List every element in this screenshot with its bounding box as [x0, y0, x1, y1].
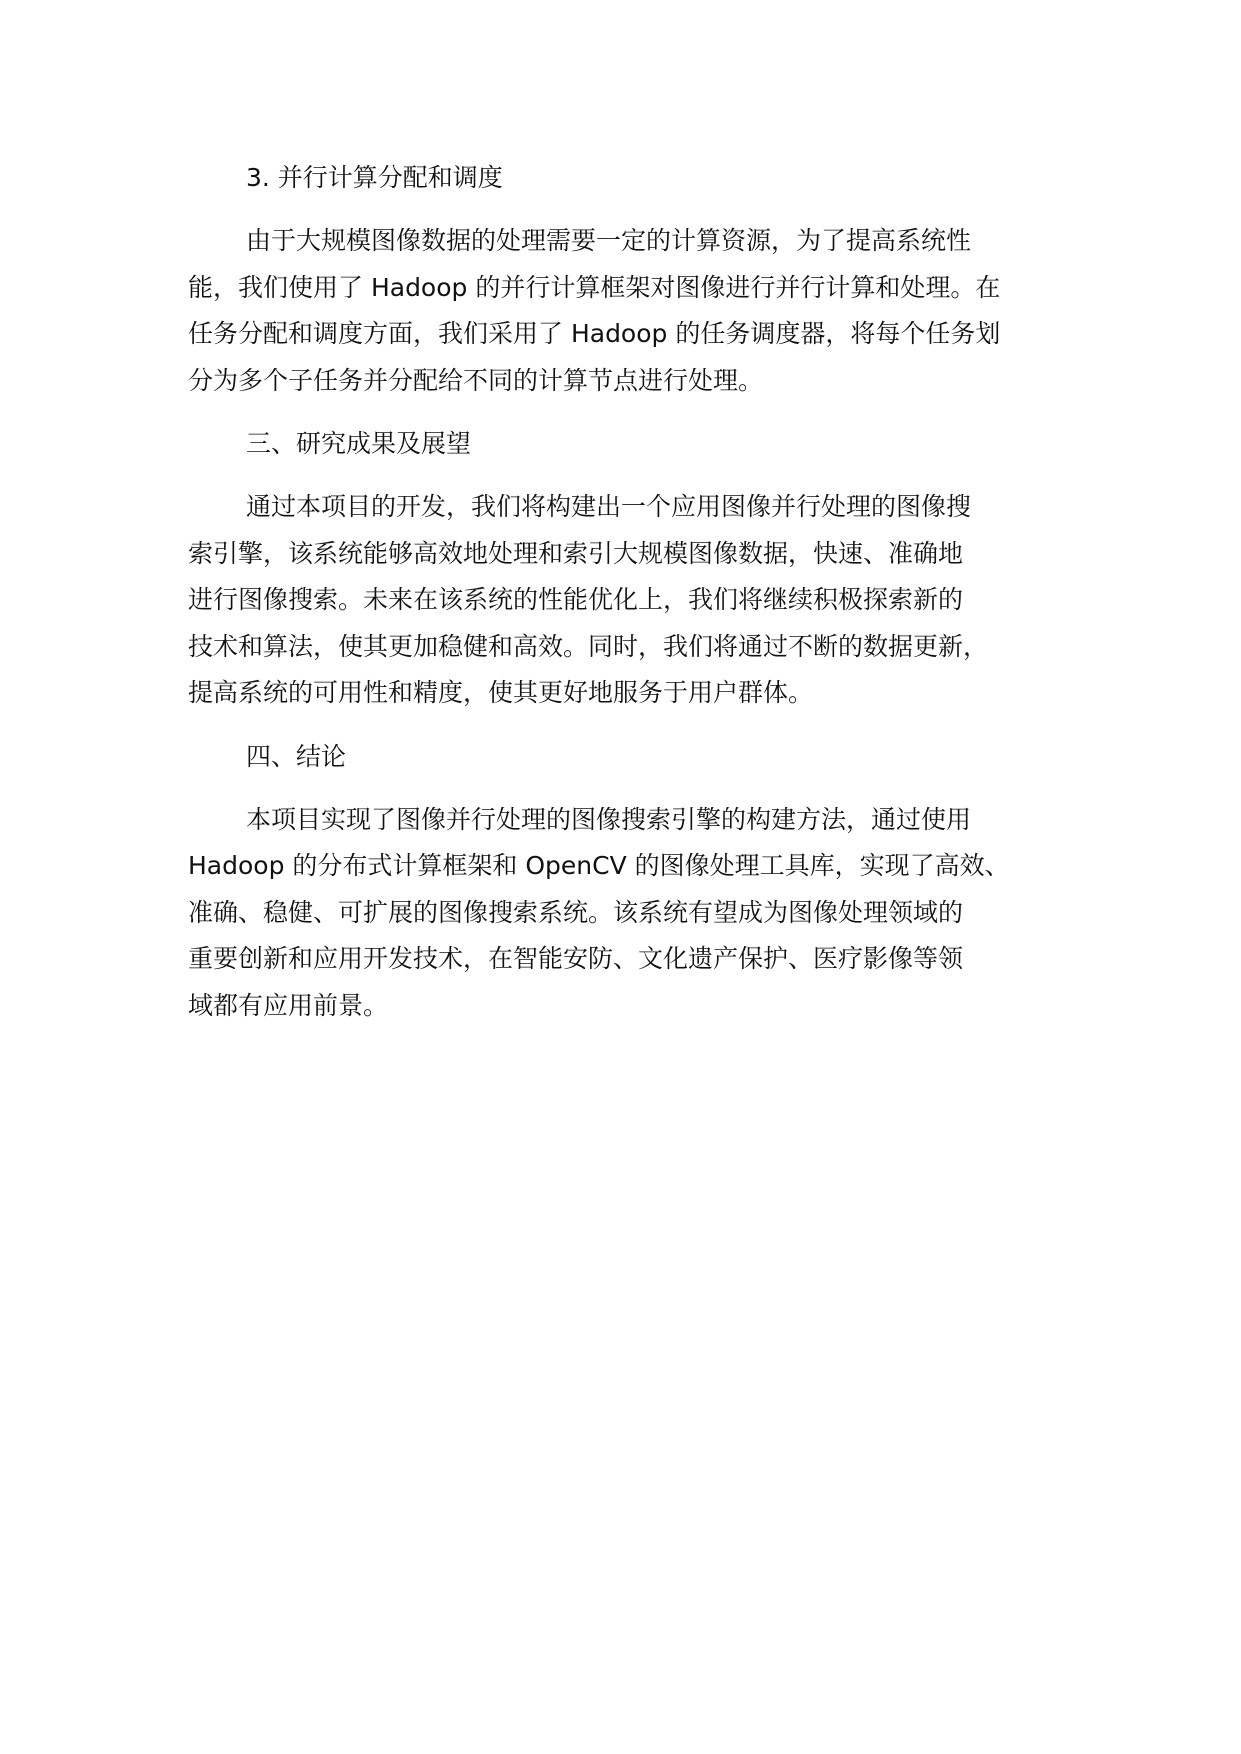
paragraph-line: 重要创新和应用开发技术，在智能安防、文化遗产保护、医疗影像等领	[188, 944, 964, 973]
paragraph-results-outlook	[188, 484, 1086, 717]
paragraph-line: 准确、稳健、可扩展的图像搜索系统。该系统有望成为图像处理领域的	[188, 897, 964, 927]
paragraph-conclusion	[188, 797, 1086, 1030]
paragraph-line: 技术和算法，使其更加稳健和高效。同时，我们将通过不断的数据更新，	[188, 631, 989, 661]
paragraph-line: 提高系统的可用性和精度，使其更好地服务于用户群体。	[188, 678, 814, 707]
section-heading-conclusion: 四、结论	[246, 741, 347, 771]
paragraph-line: 通过本项目的开发，我们将构建出一个应用图像并行处理的图像搜	[246, 492, 972, 521]
document-body	[188, 155, 1086, 1046]
paragraph-line: 进行图像搜索。未来在该系统的性能优化上，我们将继续积极探索新的	[188, 585, 964, 614]
paragraph-line: 分为多个子任务并分配给不同的计算节点进行处理。	[188, 365, 764, 395]
paragraph-line: 本项目实现了图像并行处理的图像搜索引擎的构建方法，通过使用	[246, 804, 972, 834]
paragraph-line: 任务分配和调度方面，我们采用了 Hadoop 的任务调度器，将每个任务划	[188, 319, 1001, 348]
paragraph-line: 由于大规模图像数据的处理需要一定的计算资源，为了提高系统性	[246, 226, 972, 255]
section-heading-results-outlook: 三、研究成果及展望	[246, 429, 472, 458]
paragraph-line: 能，我们使用了 Hadoop 的并行计算框架对图像进行并行计算和处理。在	[188, 272, 1001, 302]
paragraph-line: 索引擎，该系统能够高效地处理和索引大规模图像数据，快速、准确地	[188, 538, 964, 568]
paragraph-line: 域都有应用前景。	[188, 990, 389, 1020]
paragraph-parallel-scheduling	[188, 218, 1086, 404]
paragraph-line: Hadoop 的分布式计算框架和 OpenCV 的图像处理工具库，实现了高效、	[188, 851, 1010, 880]
section-heading-parallel-scheduling: 3. 并行计算分配和调度	[246, 163, 503, 192]
